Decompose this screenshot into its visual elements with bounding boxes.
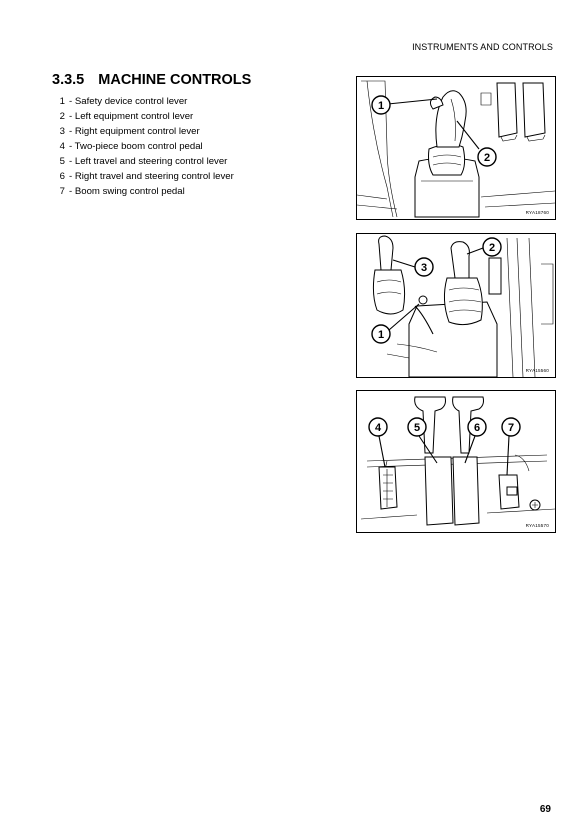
svg-text:1: 1 bbox=[377, 100, 385, 112]
svg-text:2: 2 bbox=[488, 242, 496, 254]
svg-text:7: 7 bbox=[507, 422, 515, 434]
item-text: - Boom swing control pedal bbox=[69, 186, 185, 197]
item-text: - Two-piece boom control pedal bbox=[69, 141, 203, 152]
floor-pedals-illustration bbox=[357, 391, 555, 532]
callout-2 bbox=[483, 238, 501, 256]
page-number: 69 bbox=[539, 804, 551, 815]
item-text: - Right travel and steering control lever bbox=[69, 171, 234, 182]
list-item bbox=[57, 184, 234, 199]
section-heading: MACHINE CONTROLS bbox=[98, 72, 252, 88]
figure-left-console bbox=[356, 76, 556, 220]
callout-4 bbox=[369, 418, 387, 436]
item-number: 3 bbox=[59, 126, 65, 137]
item-number: 2 bbox=[59, 111, 65, 122]
item-number: 5 bbox=[59, 156, 65, 167]
list-item bbox=[57, 139, 234, 154]
item-number: 1 bbox=[59, 96, 65, 107]
svg-text:2: 2 bbox=[483, 152, 491, 164]
section-title bbox=[52, 72, 251, 88]
item-text: - Left travel and steering control lever bbox=[69, 156, 228, 167]
section-number: 3.3.5 bbox=[52, 72, 85, 88]
svg-text:6: 6 bbox=[473, 422, 481, 434]
svg-text:4: 4 bbox=[374, 422, 382, 434]
figure-code: RYA15560 bbox=[525, 368, 549, 373]
figure-code: RYA18760 bbox=[525, 210, 549, 215]
callout-1 bbox=[372, 96, 390, 114]
item-text: - Safety device control lever bbox=[69, 96, 188, 107]
callout-1 bbox=[372, 325, 390, 343]
callout-6 bbox=[468, 418, 486, 436]
list-item bbox=[57, 169, 234, 184]
svg-text:1: 1 bbox=[377, 329, 385, 341]
left-console-illustration bbox=[357, 77, 555, 219]
figure-right-console bbox=[356, 233, 556, 378]
svg-text:5: 5 bbox=[413, 422, 421, 434]
figure-floor-pedals bbox=[356, 390, 556, 533]
item-text: - Right equipment control lever bbox=[69, 126, 200, 137]
item-text: - Left equipment control lever bbox=[69, 111, 194, 122]
list-item bbox=[57, 154, 234, 169]
list-item bbox=[57, 109, 234, 124]
list-item bbox=[57, 94, 234, 109]
callout-7 bbox=[502, 418, 520, 436]
controls-list bbox=[57, 94, 234, 199]
list-item bbox=[57, 124, 234, 139]
item-number: 6 bbox=[59, 171, 65, 182]
item-number: 4 bbox=[59, 141, 65, 152]
right-console-illustration bbox=[357, 234, 555, 377]
item-number: 7 bbox=[59, 186, 65, 197]
svg-text:3: 3 bbox=[420, 262, 428, 274]
figure-code: RYA15570 bbox=[525, 523, 549, 528]
running-header: INSTRUMENTS AND CONTROLS bbox=[412, 42, 553, 52]
callout-3 bbox=[415, 258, 433, 276]
callout-5 bbox=[408, 418, 426, 436]
callout-2 bbox=[478, 148, 496, 166]
